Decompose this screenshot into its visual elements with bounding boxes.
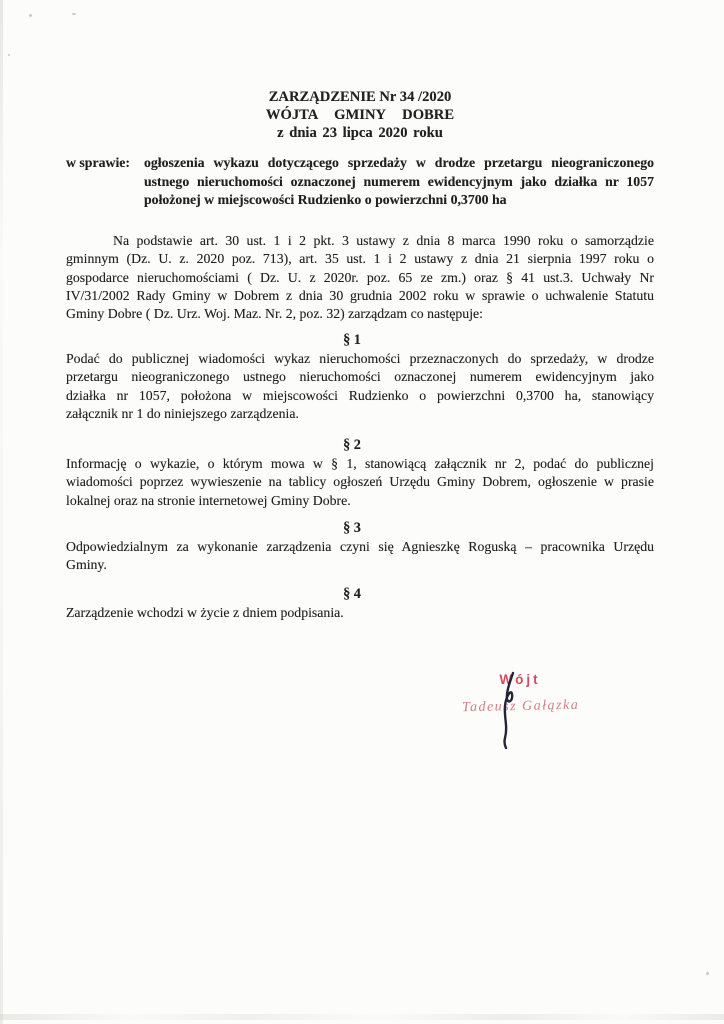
handwritten-signature bbox=[496, 668, 532, 752]
section-heading: § 3 bbox=[343, 520, 361, 536]
subject-block bbox=[66, 154, 654, 210]
section-body bbox=[66, 538, 654, 575]
scan-artifact-bottom-strip bbox=[0, 1014, 724, 1020]
stamp-name: Tadeusz Gałązka bbox=[461, 697, 580, 716]
scan-artifact-speck bbox=[72, 13, 76, 15]
text-line: ogłoszenia wykazu dotyczącego sprzedaży w drodze przetargu nieograniczonego bbox=[144, 155, 654, 170]
section-3 bbox=[66, 519, 654, 575]
text-line: gminnym (Dz. U. z. 2020 poz. 713), art. 35 ust. 1 i 2 ustawy z dnia 21 sierpnia 1997 roku o bbox=[66, 251, 654, 267]
section-body bbox=[66, 350, 654, 423]
header-ordinance-number: ZARZĄDZENIE Nr 34 /2020 bbox=[268, 89, 452, 105]
section-1 bbox=[66, 331, 654, 423]
signature-stroke bbox=[505, 673, 513, 748]
scan-artifact-speck bbox=[706, 972, 709, 975]
section-body bbox=[66, 604, 654, 622]
stamp-title: Wójt bbox=[499, 672, 541, 687]
text-line: położonej w miejscowości Rudzienko o powierzchni 0,3700 ha bbox=[144, 192, 507, 208]
text-line: Podać do publicznej wiadomości wykaz nieruchomości przeznaczonych do sprzedaży, w drodze bbox=[66, 351, 654, 366]
text-line: działka nr 1057, położona w miejscowości Rudzienko o powierzchni 0,3700 ha, stanowiący bbox=[66, 387, 654, 403]
scan-artifact-speck bbox=[8, 54, 10, 56]
scan-artifact-speck bbox=[29, 14, 32, 17]
scan-artifact-left-edge bbox=[0, 0, 3, 1024]
text-line: załącznik nr 1 do niniejszego zarządzenia. bbox=[66, 405, 299, 421]
text-line: Informację o wykazie, o którym mowa w § 1, stanowiącą załącznik nr 2, podać do publicznej bbox=[66, 456, 654, 471]
document-header bbox=[66, 88, 654, 142]
text-line: Gminy. bbox=[66, 557, 107, 573]
section-heading: § 4 bbox=[343, 586, 361, 602]
subject-text bbox=[144, 154, 654, 210]
section-2 bbox=[66, 436, 654, 510]
section-heading: § 2 bbox=[343, 437, 361, 453]
text-line: IV/31/2002 Rady Gminy w Dobrem z dnia 30 grudnia 2002 roku w sprawie o uchwalenie Statutu bbox=[66, 287, 654, 303]
subject-label: w sprawie: bbox=[66, 155, 130, 170]
text-line: Zarządzenie wchodzi w życie z dniem podpisania. bbox=[66, 605, 344, 620]
text-line: gospodarce nieruchomościami ( Dz. U. z 2020r. poz. 65 ze zm.) oraz § 41 ust.3. Uchwały Nr bbox=[66, 269, 654, 285]
section-body bbox=[66, 455, 654, 510]
header-date: z dnia 23 lipca 2020 roku bbox=[277, 125, 443, 141]
section-4 bbox=[66, 585, 654, 622]
text-line: Odpowiedzialnym za wykonanie zarządzenia czyni się Agnieszkę Roguską – pracownika Urzędu bbox=[66, 539, 654, 554]
legal-basis-paragraph bbox=[66, 232, 654, 323]
header-authority: WÓJTA GMINY DOBRE bbox=[265, 107, 455, 123]
text-line: Gminy Dobre ( Dz. Urz. Woj. Maz. Nr. 2, poz. 32) zarządzam co następuje: bbox=[66, 306, 483, 322]
text-line: ustnego nieruchomości oznaczonej numerem ewidencyjnym jako działka nr 1057 bbox=[144, 173, 654, 189]
text-line: przetargu nieograniczonego ustnego nieruchomości oznaczonej numerem ewidencyjnym jako bbox=[66, 369, 654, 385]
text-line: wiadomości poprzez wywieszenie na tablicy ogłoszeń Urzędu Gminy Dobrem, ogłoszenie w prasie bbox=[66, 474, 654, 490]
section-heading: § 1 bbox=[343, 332, 361, 348]
text-line: lokalnej oraz na stronie internetowej Gminy Dobre. bbox=[66, 492, 351, 508]
text-line: Na podstawie art. 30 ust. 1 i 2 pkt. 3 ustawy z dnia 8 marca 1990 roku o samorządzie bbox=[113, 233, 654, 248]
